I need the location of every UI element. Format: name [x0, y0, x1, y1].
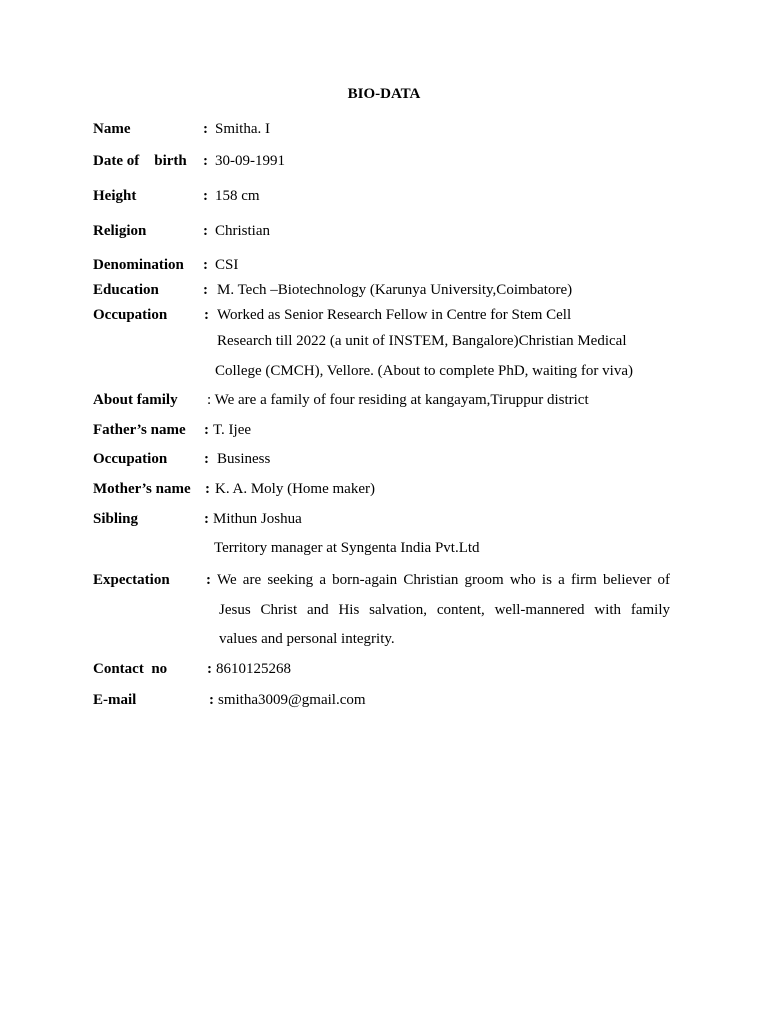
religion-colon: : — [203, 223, 208, 239]
sibling-colon: : — [204, 511, 209, 527]
mother-name-colon: : — [205, 481, 210, 497]
expectation-label: Expectation — [93, 572, 170, 588]
sibling-label: Sibling — [93, 511, 139, 527]
height-value: 158 cm — [215, 188, 260, 204]
contact-colon: : — [207, 661, 212, 677]
denomination-label: Denomination — [93, 257, 184, 273]
row-expectation — [0, 570, 768, 590]
row-name — [0, 119, 768, 139]
row-height — [0, 186, 768, 206]
row-contact — [0, 659, 768, 679]
contact-value: 8610125268 — [216, 661, 291, 677]
document-title: BIO-DATA — [347, 86, 421, 102]
row-email — [0, 690, 768, 710]
about-family-label: About family — [93, 392, 178, 408]
email-label: E-mail — [93, 692, 137, 708]
contact-label: Contact no — [93, 661, 168, 677]
denomination-value: CSI — [215, 257, 239, 273]
occupation-line-3: College (CMCH), Vellore. (About to complete PhD, waiting for viva) — [215, 363, 633, 379]
email-value: smitha3009@gmail.com — [218, 692, 366, 708]
row-mother-name — [0, 479, 768, 499]
name-colon: : — [203, 121, 208, 137]
mother-name-label: Mother’s name — [93, 481, 191, 497]
expectation-line-1: We are seeking a born-again Christian groom who is a firm believer of — [217, 572, 670, 588]
about-family-value: : We are a family of four residing at kangayam,Tiruppur district — [207, 392, 589, 408]
row-about-family — [0, 390, 768, 410]
occupation-line-2: Research till 2022 (a unit of INSTEM, Bangalore)Christian Medical — [217, 333, 627, 349]
expectation-colon: : — [206, 572, 211, 588]
education-label: Education — [93, 282, 159, 298]
sibling-line-1: Mithun Joshua — [213, 511, 302, 527]
dob-colon: : — [203, 153, 208, 169]
father-name-label: Father’s name — [93, 422, 186, 438]
row-father-occupation — [0, 449, 768, 469]
mother-name-value: K. A. Moly (Home maker) — [215, 481, 375, 497]
education-value: M. Tech –Biotechnology (Karunya University,Coimbatore) — [217, 282, 573, 298]
occupation-label: Occupation — [93, 307, 168, 323]
height-colon: : — [203, 188, 208, 204]
row-occupation — [0, 305, 768, 325]
sibling-line-2: Territory manager at Syngenta India Pvt.Ltd — [214, 540, 480, 556]
height-label: Height — [93, 188, 137, 204]
occupation-line-1: Worked as Senior Research Fellow in Centre for Stem Cell — [217, 307, 572, 323]
dob-label: Date of birth — [93, 153, 187, 169]
name-label: Name — [93, 121, 131, 137]
religion-value: Christian — [215, 223, 270, 239]
occupation-colon: : — [204, 307, 209, 323]
father-occupation-value: Business — [217, 451, 271, 467]
father-name-value: T. Ijee — [213, 422, 252, 438]
name-value: Smitha. I — [215, 121, 270, 137]
dob-value: 30-09-1991 — [215, 153, 285, 169]
religion-label: Religion — [93, 223, 147, 239]
row-sibling — [0, 509, 768, 529]
education-colon: : — [203, 282, 208, 298]
denomination-colon: : — [203, 257, 208, 273]
row-religion — [0, 221, 768, 241]
row-dob — [0, 151, 768, 171]
expectation-line-2: Jesus Christ and His salvation, content, well-mannered with family — [219, 602, 670, 618]
expectation-line-3: values and personal integrity. — [219, 631, 395, 647]
email-colon: : — [209, 692, 214, 708]
row-father-name — [0, 420, 768, 440]
father-occupation-label: Occupation — [93, 451, 168, 467]
father-occupation-colon: : — [204, 451, 209, 467]
row-education — [0, 280, 768, 300]
father-name-colon: : — [204, 422, 209, 438]
row-denomination — [0, 255, 768, 275]
